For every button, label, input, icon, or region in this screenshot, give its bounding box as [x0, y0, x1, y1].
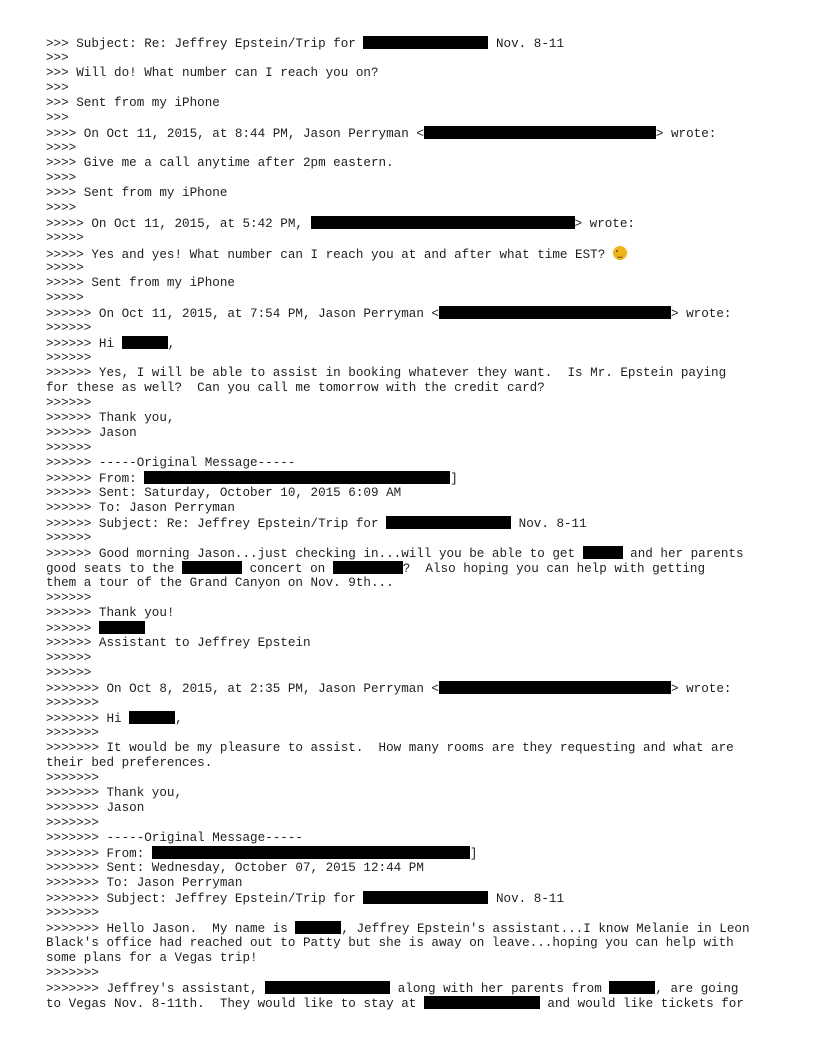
line-text: >>>>>>>: [46, 906, 99, 920]
line-text: >>>>>>> Sent: Wednesday, October 07, 2015 12:44 PM: [46, 861, 424, 875]
email-line: [46, 321, 786, 336]
redaction-block: [99, 621, 145, 634]
email-line: [46, 516, 786, 531]
email-line: [46, 336, 786, 351]
line-text: > wrote:: [574, 217, 635, 231]
email-line: [46, 591, 786, 606]
email-line: [46, 681, 786, 696]
email-line: [46, 411, 786, 426]
line-text: Nov. 8-11: [511, 517, 587, 531]
redaction-block: [152, 846, 470, 859]
line-text: their bed preferences.: [46, 756, 213, 770]
line-text: ,: [175, 712, 183, 726]
email-line: [46, 351, 786, 366]
line-text: >>> Will do! What number can I reach you on?: [46, 66, 379, 80]
email-line: [46, 891, 786, 906]
redaction-block: [363, 36, 488, 49]
redaction-block: [333, 561, 403, 574]
redaction-block: [439, 306, 671, 319]
line-text: >>>>: [46, 201, 77, 215]
line-text: >>>>>> To: Jason Perryman: [46, 501, 235, 515]
email-line: [46, 531, 786, 546]
redaction-block: [386, 516, 511, 529]
line-text: >>> Sent from my iPhone: [46, 96, 220, 110]
email-line: [46, 426, 786, 441]
line-text: >>>>>> Subject: Re: Jeffrey Epstein/Trip for: [46, 517, 387, 531]
email-line: [46, 981, 786, 996]
line-text: >>>>>: [46, 231, 84, 245]
line-text: >>>>>>: [46, 622, 99, 636]
line-text: >>>: [46, 111, 69, 125]
email-line: [46, 396, 786, 411]
line-text: >>>>>> Sent: Saturday, October 10, 2015 6:09 AM: [46, 486, 402, 500]
email-line: [46, 831, 786, 846]
line-text: ,: [167, 337, 176, 351]
line-text: >>>>>>: [46, 531, 92, 545]
email-thread: [46, 36, 786, 1011]
redaction-block: [424, 996, 540, 1009]
line-text: >>>>>>> Hi: [46, 712, 130, 726]
line-text: >>>>>>: [46, 321, 92, 335]
line-text: >>>>> Yes and yes! What number can I reach you at and after what time EST?: [46, 248, 613, 262]
email-line: [46, 441, 786, 456]
line-text: >>>>>>> To: Jason Perryman: [46, 876, 243, 890]
line-text: >>>>>> From:: [46, 472, 145, 486]
email-line: [46, 996, 786, 1011]
line-text: >>>>>> Jason: [46, 426, 137, 440]
email-line: [46, 621, 786, 636]
line-text: >>>>>>> -----Original Message-----: [46, 831, 303, 845]
line-text: >>>>: [46, 171, 77, 185]
email-line: [46, 726, 786, 741]
email-line: [46, 381, 786, 396]
redaction-block: [129, 711, 175, 724]
email-line: [46, 636, 786, 651]
email-line: [46, 741, 786, 756]
line-text: >>>>>> Yes, I will be able to assist in booking whatever they want. Is Mr. Epstein paying: [46, 366, 727, 380]
line-text: Nov. 8-11: [488, 37, 564, 51]
redaction-block: [265, 981, 390, 994]
line-text: >>>>>> Thank you!: [46, 606, 175, 620]
line-text: >>>>>>>: [46, 726, 99, 740]
line-text: , are going: [655, 982, 739, 996]
email-line: [46, 801, 786, 816]
line-text: >>>>>>> Subject: Jeffrey Epstein/Trip for: [46, 892, 364, 906]
email-line: [46, 876, 786, 891]
email-line: [46, 201, 786, 216]
line-text: > wrote:: [671, 307, 732, 321]
line-text: , Jeffrey Epstein's assistant...I know Melanie in Leon: [341, 922, 750, 936]
email-line: [46, 111, 786, 126]
line-text: >>>>>>> From:: [46, 847, 152, 861]
line-text: >>>>>>: [46, 396, 92, 410]
line-text: > wrote:: [671, 682, 732, 696]
line-text: >>>: [46, 81, 69, 95]
winking-face-icon: [613, 246, 627, 260]
line-text: ]: [450, 472, 458, 486]
email-line: [46, 486, 786, 501]
line-text: >>>>>>> It would be my pleasure to assist. How many rooms are they requesting and what are: [46, 741, 734, 755]
email-line: [46, 171, 786, 186]
line-text: >>>>>>>: [46, 816, 99, 830]
redaction-block: [439, 681, 671, 694]
line-text: >>>> Give me a call anytime after 2pm eastern.: [46, 156, 394, 170]
email-line: [46, 36, 786, 51]
line-text: Nov. 8-11: [488, 892, 564, 906]
line-text: >>>> Sent from my iPhone: [46, 186, 228, 200]
line-text: >>> Subject: Re: Jeffrey Epstein/Trip for: [46, 37, 364, 51]
redaction-block: [122, 336, 168, 349]
line-text: and her parents: [622, 547, 744, 561]
email-line: [46, 366, 786, 381]
email-line: [46, 906, 786, 921]
line-text: >>>>>>>: [46, 696, 99, 710]
redaction-block: [609, 981, 655, 994]
line-text: concert on: [242, 562, 333, 576]
email-line: [46, 966, 786, 981]
line-text: >>>>>> -----Original Message-----: [46, 456, 296, 470]
line-text: >>>>>>>: [46, 771, 99, 785]
line-text: >>>>>>> On Oct 8, 2015, at 2:35 PM, Jason Perryman <: [46, 682, 439, 696]
email-line: [46, 51, 786, 66]
line-text: to Vegas Nov. 8-11th. They would like to stay at: [46, 997, 424, 1011]
line-text: >>>>>>> Hello Jason. My name is: [46, 922, 296, 936]
email-line: [46, 291, 786, 306]
line-text: >>>>>> Hi: [46, 337, 122, 351]
redaction-block: [295, 921, 341, 934]
email-line: [46, 546, 786, 561]
email-line: [46, 771, 786, 786]
email-line: [46, 651, 786, 666]
line-text: >>>>>>: [46, 591, 92, 605]
line-text: ]: [469, 847, 478, 861]
email-line: [46, 936, 786, 951]
email-line: [46, 141, 786, 156]
line-text: >>>> On Oct 11, 2015, at 8:44 PM, Jason Perryman <: [46, 127, 424, 141]
line-text: some plans for a Vegas trip!: [46, 951, 258, 965]
redaction-block: [144, 471, 450, 484]
email-line: [46, 666, 786, 681]
line-text: along with her parents from: [390, 982, 610, 996]
line-text: >>>>>>: [46, 441, 92, 455]
email-line: [46, 96, 786, 111]
line-text: >>>>>> Assistant to Jeffrey Epstein: [46, 636, 311, 650]
line-text: >>>>> On Oct 11, 2015, at 5:42 PM,: [46, 217, 311, 231]
line-text: > wrote:: [655, 127, 717, 141]
email-line: [46, 231, 786, 246]
email-line: [46, 921, 786, 936]
email-line: [46, 81, 786, 96]
redaction-block: [182, 561, 242, 574]
line-text: >>>>> Sent from my iPhone: [46, 276, 235, 290]
email-line: [46, 711, 786, 726]
redaction-block: [424, 126, 656, 139]
email-line: [46, 186, 786, 201]
line-text: >>>>>>: [46, 666, 92, 680]
redaction-block: [311, 216, 575, 229]
line-text: >>>: [46, 51, 69, 65]
email-line: [46, 126, 786, 141]
line-text: ? Also hoping you can help with getting: [402, 562, 706, 576]
email-line: [46, 606, 786, 621]
line-text: and would like tickets for: [539, 997, 744, 1011]
email-line: [46, 216, 786, 231]
line-text: >>>>>>: [46, 351, 92, 365]
email-line: [46, 816, 786, 831]
email-line: [46, 276, 786, 291]
line-text: Black's office had reached out to Patty but she is away on leave...hoping you can help with: [46, 936, 734, 950]
line-text: >>>>>: [46, 261, 84, 275]
line-text: good seats to the: [46, 562, 183, 576]
line-text: >>>>>: [46, 291, 84, 305]
email-line: [46, 696, 786, 711]
email-line: [46, 951, 786, 966]
email-line: [46, 501, 786, 516]
email-line: [46, 246, 786, 261]
line-text: >>>>>>: [46, 651, 92, 665]
email-line: [46, 561, 786, 576]
line-text: >>>>>>>: [46, 966, 99, 980]
redaction-block: [363, 891, 488, 904]
email-line: [46, 471, 786, 486]
email-line: [46, 846, 786, 861]
line-text: >>>>>>> Jason: [46, 801, 145, 815]
line-text: >>>>>> Good morning Jason...just checking in...will you be able to get: [46, 547, 583, 561]
email-line: [46, 861, 786, 876]
line-text: >>>>>>> Thank you,: [46, 786, 183, 800]
line-text: >>>>>>> Jeffrey's assistant,: [46, 982, 266, 996]
line-text: >>>>>> On Oct 11, 2015, at 7:54 PM, Jason Perryman <: [46, 307, 439, 321]
email-line: [46, 66, 786, 81]
email-line: [46, 786, 786, 801]
line-text: >>>>>> Thank you,: [46, 411, 175, 425]
email-line: [46, 306, 786, 321]
email-line: [46, 576, 786, 591]
email-line: [46, 756, 786, 771]
email-line: [46, 456, 786, 471]
email-line: [46, 261, 786, 276]
line-text: for these as well? Can you call me tomorrow with the credit card?: [46, 381, 545, 395]
redaction-block: [583, 546, 623, 559]
line-text: >>>>: [46, 141, 77, 155]
line-text: them a tour of the Grand Canyon on Nov. 9th...: [46, 576, 394, 590]
email-line: [46, 156, 786, 171]
